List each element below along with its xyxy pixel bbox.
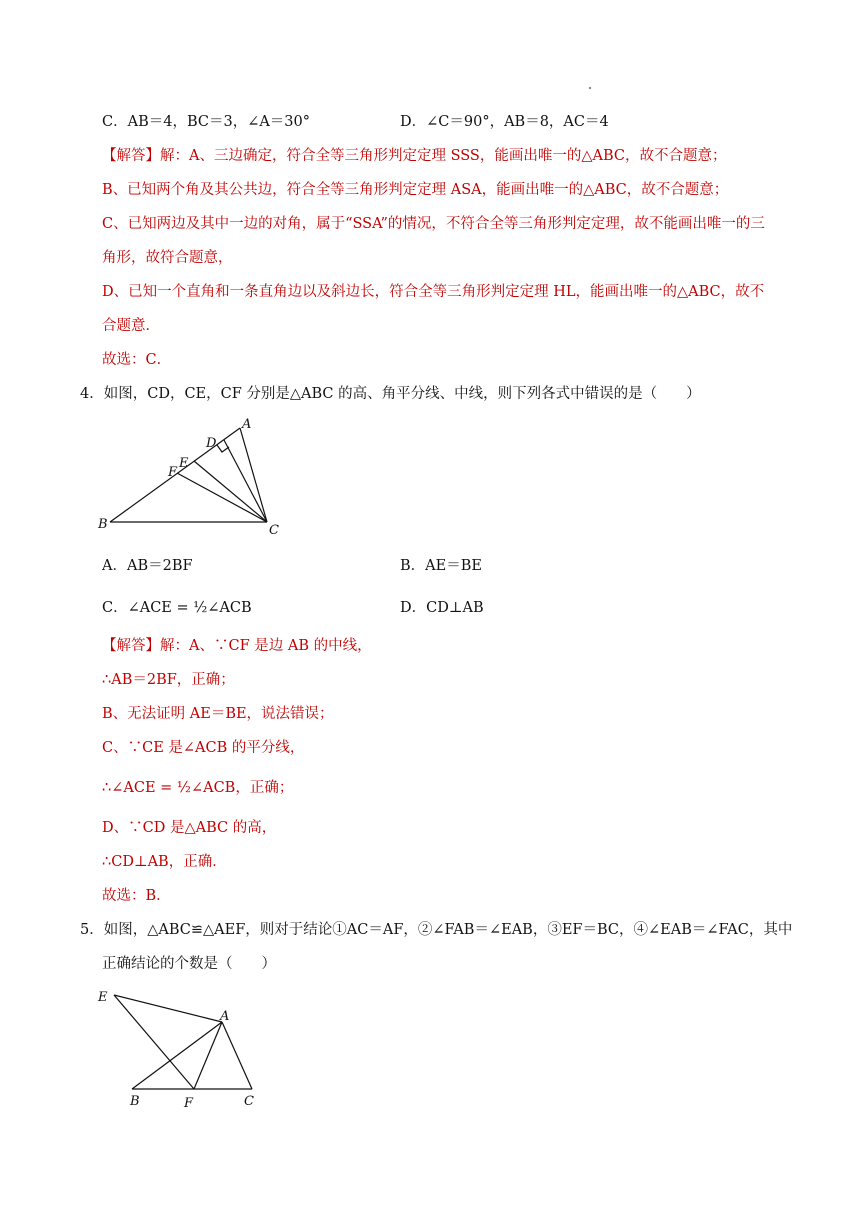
q4-option-b: B．AE＝BE [400, 558, 482, 574]
q4-option-a: A．AB＝2BF [102, 558, 193, 574]
q4-triangle-figure [90, 414, 300, 544]
q4-answer-line-3: B、无法证明 AE＝BE，说法错误； [102, 706, 334, 722]
q4-option-d: D．CD⊥AB [400, 600, 484, 616]
label-e: E [179, 456, 189, 471]
q3-answer-line-6: 合题意． [102, 318, 160, 334]
q4-stem: 4．如图，CD，CE，CF 分别是△ABC 的高、角平分线、中线，则下列各式中错误的是（ ） [80, 386, 701, 402]
q4-answer-line-2: ∴AB＝2BF，正确； [102, 672, 235, 688]
side-ac [240, 428, 267, 522]
q3-answer-line-5: D、已知一个直角和一条直角边以及斜边长，符合全等三角形判定定理 HL，能画出唯一的△ABC，故不 [102, 284, 765, 300]
q4-answer-line-1: 【解答】解：A、∵CF 是边 AB 的中线， [102, 638, 372, 654]
side-ea [114, 995, 222, 1022]
q4-answer-line-6: D、∵CD 是△ABC 的高， [102, 820, 277, 836]
q3-choice: 故选：C． [102, 352, 172, 368]
label-f: F [168, 465, 178, 480]
q4-option-c: C．∠ACE = ½∠ACB [102, 600, 252, 616]
q3-answer-line-3: C、已知两边及其中一边的对角，属于“SSA”的情况，不符合全等三角形判定定理，故不能画出唯一的三 [102, 216, 765, 232]
label-c: C [269, 523, 279, 538]
q4-answer-line-4: C、∵CE 是∠ACB 的平分线， [102, 740, 305, 756]
label-a: A [242, 417, 252, 432]
label-b: B [98, 517, 108, 532]
q4-answer-line-7: ∴CD⊥AB，正确． [102, 854, 227, 870]
label-a: A [220, 1009, 230, 1024]
label-c: C [244, 1094, 254, 1109]
label-b: B [130, 1094, 140, 1109]
bisector-ce [194, 461, 267, 522]
q4-choice: 故选：B． [102, 888, 171, 904]
q5-triangle-figure [92, 985, 272, 1110]
q5-stem-line-2: 正确结论的个数是（ ） [102, 956, 276, 972]
q4-answer-line-5: ∴∠ACE = ½∠ACB，正确； [102, 780, 294, 796]
label-e: E [98, 990, 108, 1005]
side-ac [222, 1022, 252, 1089]
side-ef [114, 995, 194, 1089]
q3-answer-line-2: B、已知两个角及其公共边，符合全等三角形判定定理 ASA，能画出唯一的△ABC，故不合题意； [102, 182, 729, 198]
q3-answer-line-4: 角形，故符合题意， [102, 250, 233, 266]
scan-dot [589, 87, 591, 89]
q3-option-c: C．AB＝4，BC＝3，∠A＝30° [102, 114, 311, 130]
label-f: F [184, 1096, 194, 1110]
label-d: D [206, 436, 217, 451]
q3-answer-line-1: 【解答】解：A、三边确定，符合全等三角形判定定理 SSS，能画出唯一的△ABC，故不合题意； [102, 148, 727, 164]
q5-stem-line-1: 5．如图，△ABC≌△AEF，则对于结论①AC＝AF，②∠FAB＝∠EAB，③EF＝BC，④∠EAB＝∠FAC，其中 [80, 922, 793, 938]
q3-option-d: D．∠C＝90°，AB＝8，AC＝4 [400, 114, 609, 130]
